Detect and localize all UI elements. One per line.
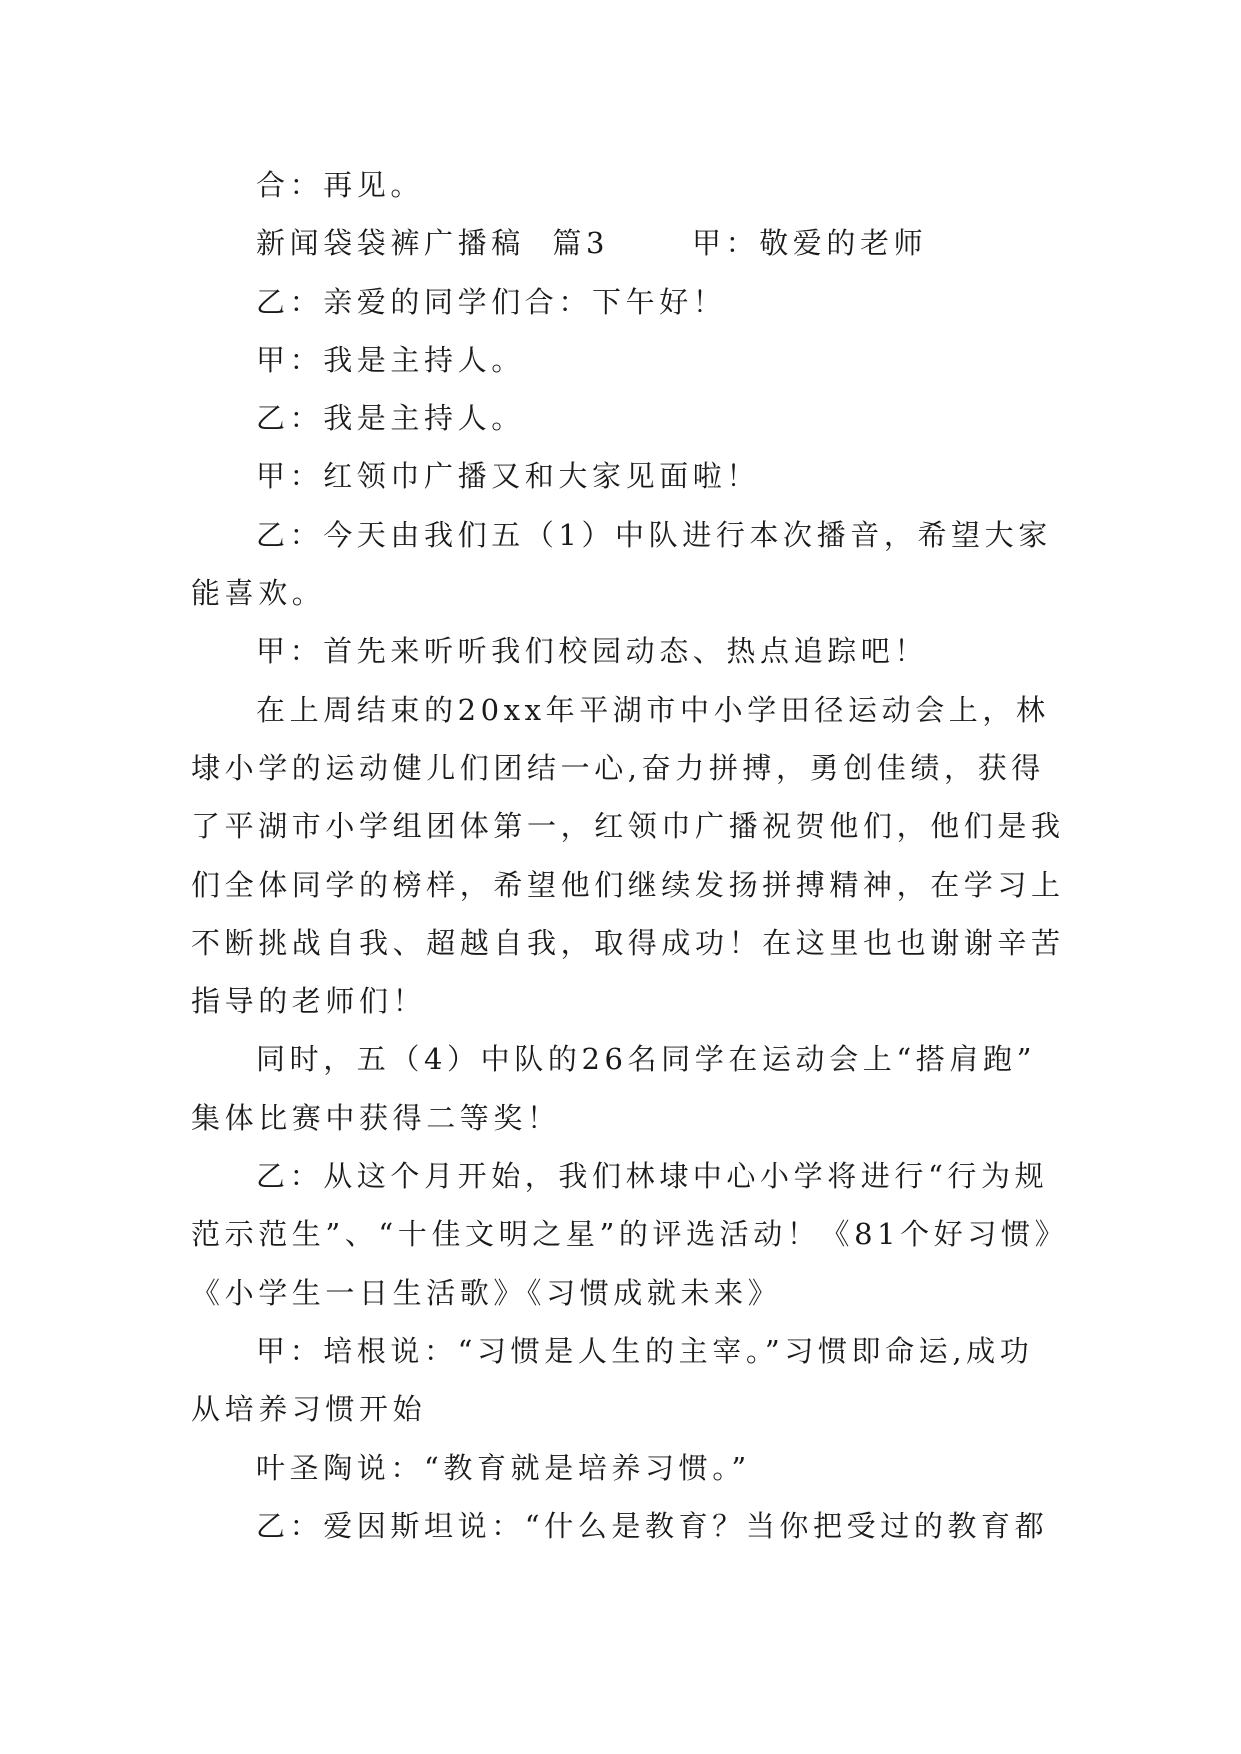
text-line: 从培养习惯开始 xyxy=(191,1392,427,1427)
text-line: 乙：爱因斯坦说：“什么是教育？当你把受过的教育都 xyxy=(256,1508,1049,1543)
text-line: 了平湖市小学组团体第一，红领巾广播祝贺他们，他们是我 xyxy=(191,809,1065,844)
text-line: 同时，五（4）中队的26名同学在运动会上“搭肩跑” xyxy=(256,1042,1037,1077)
text-line: 乙：我是主持人。 xyxy=(256,401,525,436)
text-line: 们全体同学的榜样，希望他们继续发扬拼搏精神，在学习上 xyxy=(191,867,1065,902)
text-line: 新闻袋袋裤广播稿 篇3 甲：敬爱的老师 xyxy=(256,226,928,261)
text-line: 乙：今天由我们五（1）中队进行本次播音，希望大家 xyxy=(256,517,1052,552)
document-body xyxy=(191,156,1069,1555)
text-line: 范示范生”、“十佳文明之星”的评选活动！《81个好习惯》 xyxy=(191,1217,1069,1252)
text-line: 能喜欢。 xyxy=(191,576,326,611)
text-line: 在上周结束的20xx年平湖市中小学田径运动会上，林 xyxy=(256,692,1050,727)
text-line: 指导的老师们！ xyxy=(191,984,427,1019)
text-line: 《小学生一日生活歌》《习惯成就未来》 xyxy=(191,1275,782,1310)
text-line: 叶圣陶说：“教育就是培养习惯。” xyxy=(256,1450,751,1485)
text-line: 不断挑战自我、超越自我，取得成功！在这里也也谢谢辛苦 xyxy=(191,925,1065,960)
text-line: 甲：红领巾广播又和大家见面啦！ xyxy=(256,459,761,494)
text-line: 甲：培根说：“习惯是人生的主宰。”习惯即命运,成功 xyxy=(256,1333,1034,1368)
text-line: 乙：从这个月开始，我们林埭中心小学将进行“行为规 xyxy=(256,1159,1049,1194)
text-line: 甲：我是主持人。 xyxy=(256,342,525,377)
text-line: 甲：首先来听听我们校园动态、热点追踪吧！ xyxy=(256,634,929,669)
text-line: 乙：亲爱的同学们合：下午好！ xyxy=(256,284,727,319)
text-line: 合：再见。 xyxy=(256,168,425,202)
text-line: 埭小学的运动健儿们团结一心,奋力拼搏，勇创佳绩，获得 xyxy=(191,750,1045,785)
text-line: 集体比赛中获得二等奖！ xyxy=(191,1100,561,1135)
